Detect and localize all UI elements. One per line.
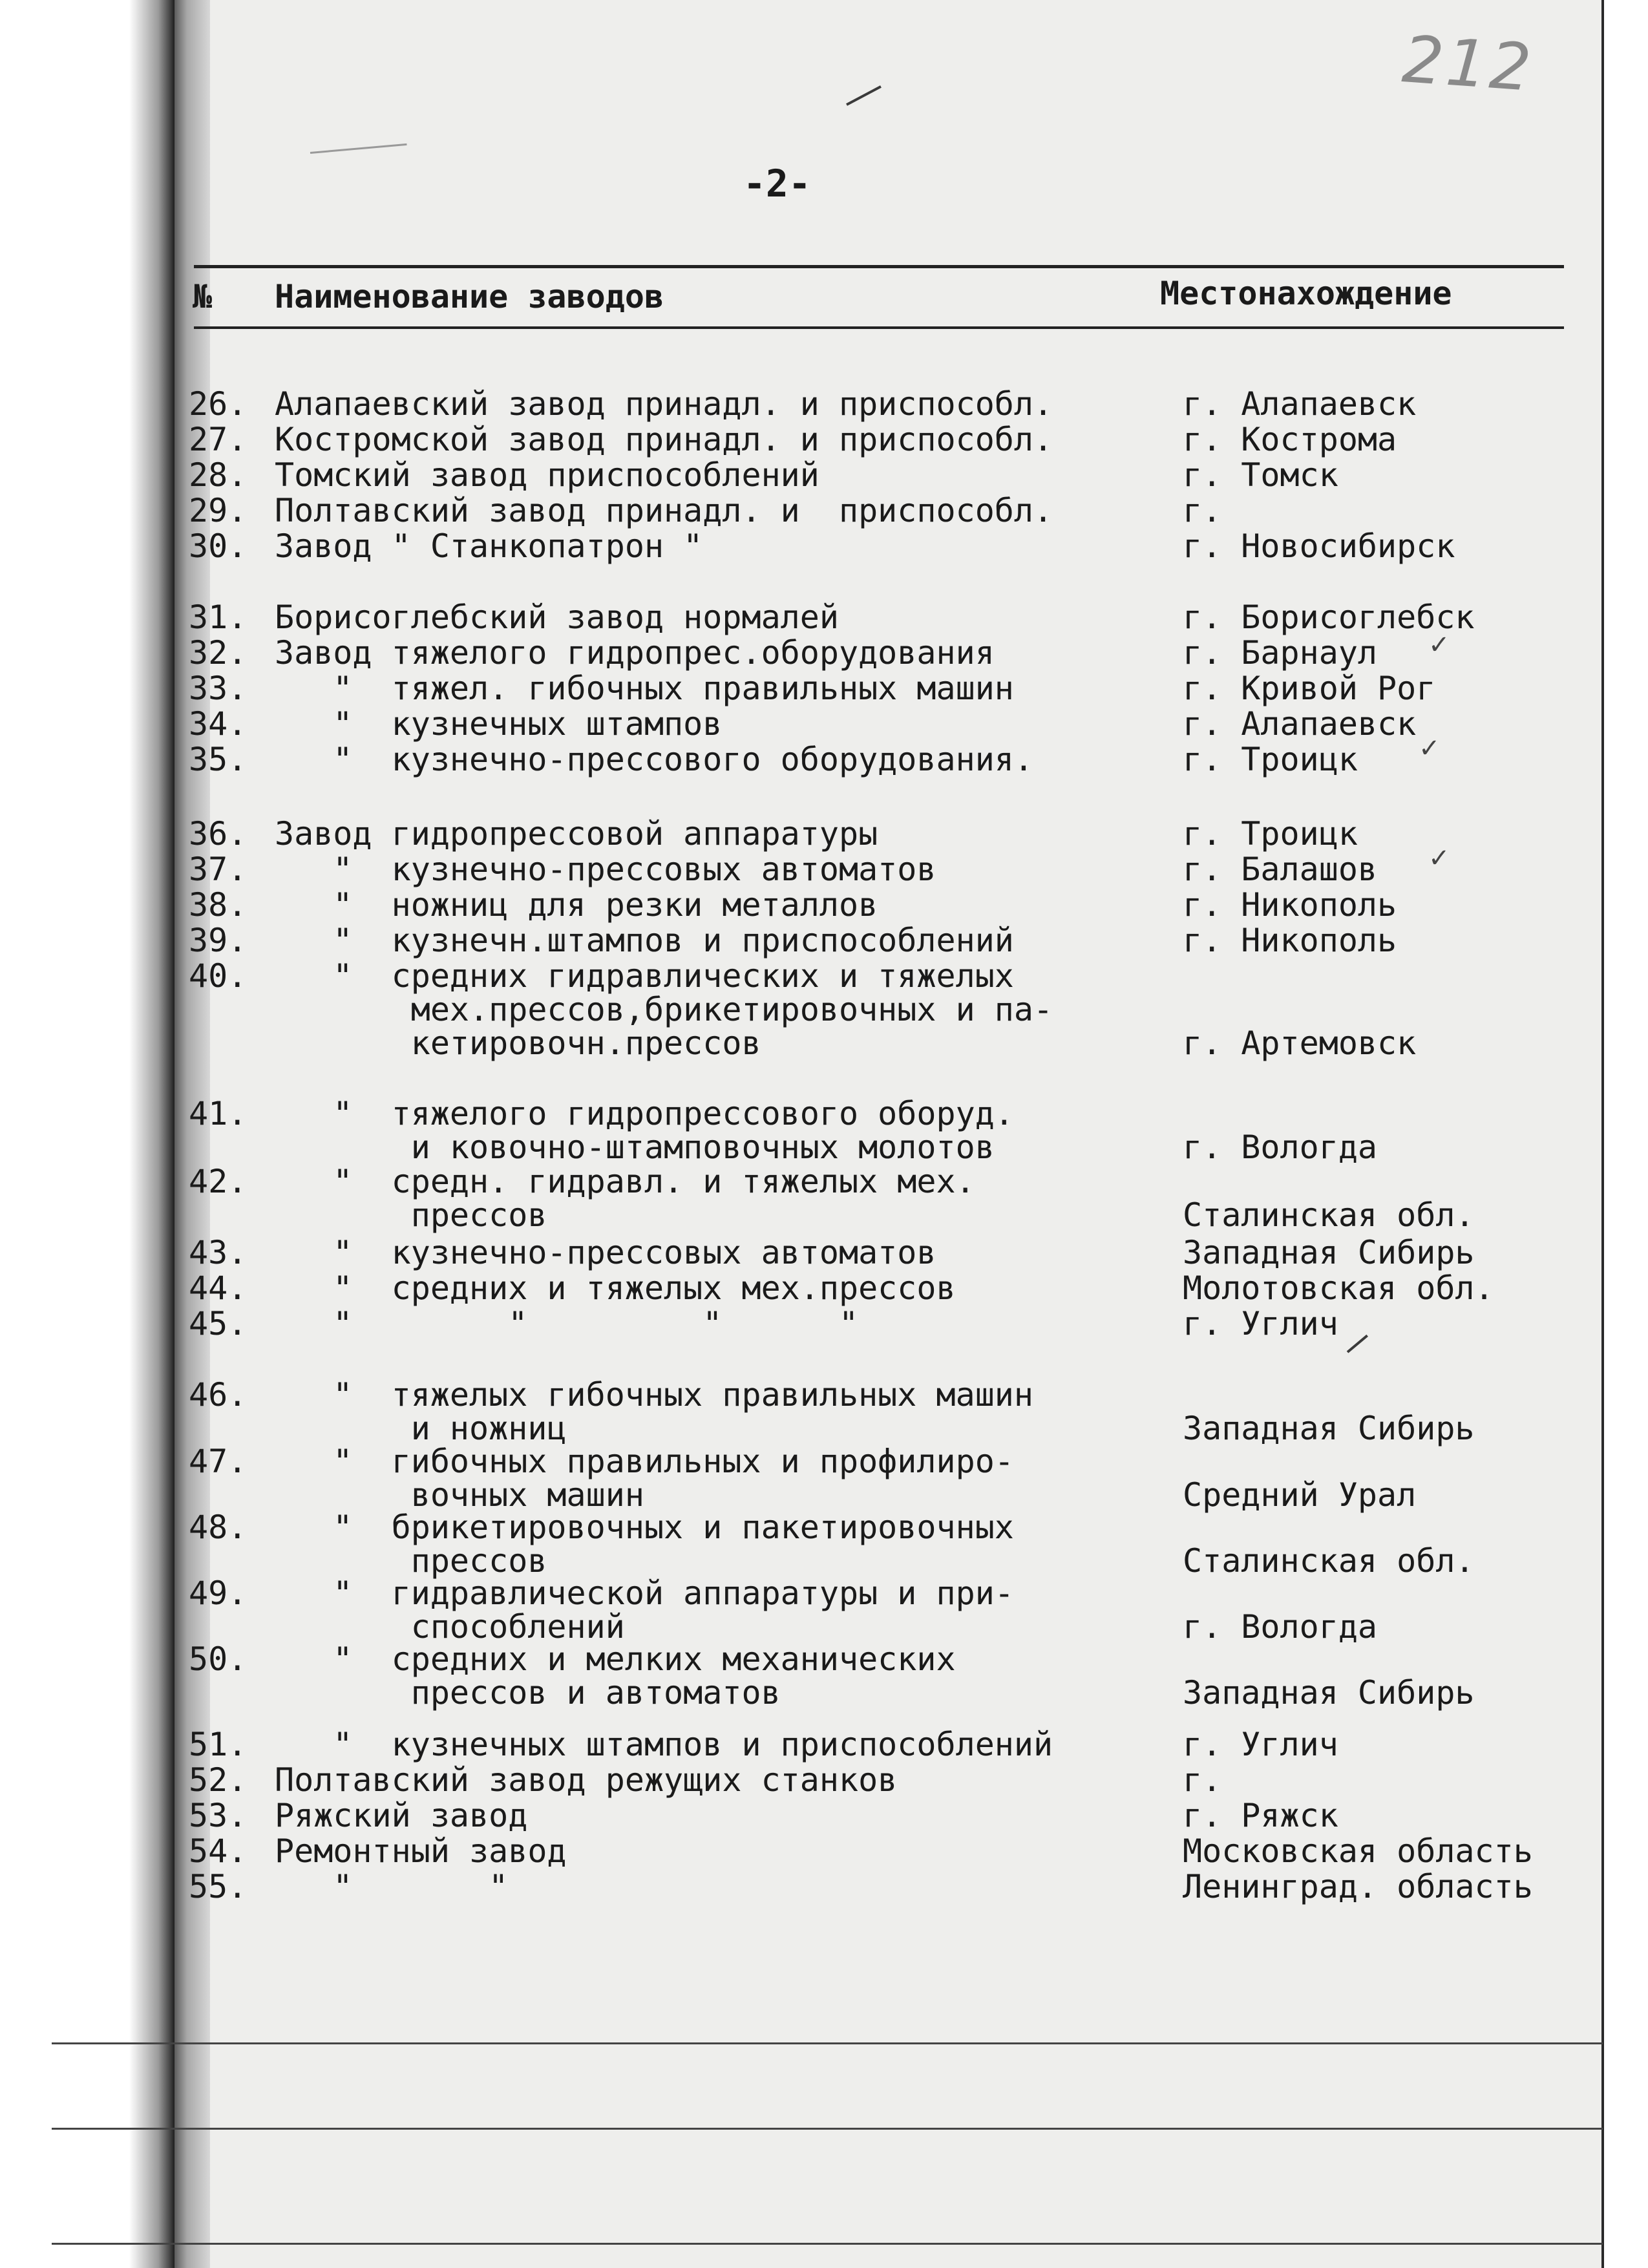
row-number: 48.: [189, 1509, 248, 1546]
row-number: 30.: [189, 527, 248, 565]
factory-name: " тяжел. гибочных правильных машин: [275, 670, 1014, 707]
row-number: 37.: [189, 851, 248, 888]
factory-location: г. Кривой Рог: [1183, 670, 1436, 707]
row-number: 35.: [189, 741, 248, 778]
factory-name: " средних и тяжелых мех.прессов: [275, 1269, 956, 1307]
header-name-column: Наименование заводов: [275, 278, 664, 315]
factory-location: Западная Сибирь: [1183, 1674, 1475, 1712]
row-number: 51.: [189, 1726, 248, 1763]
factory-location: г. Троицк: [1183, 815, 1358, 853]
row-number: 38.: [189, 886, 248, 924]
row-number: 50.: [189, 1640, 248, 1678]
row-number: 29.: [189, 492, 248, 529]
ink-mark: [310, 143, 407, 154]
factory-location: г. Алапаевск: [1183, 385, 1417, 423]
factory-name: " кузнечно-прессового оборудования.: [275, 741, 1033, 778]
factory-name: " кузнечных штампов: [275, 705, 723, 743]
ink-mark: [1347, 1335, 1368, 1353]
factory-name: и ковочно-штамповочных молотов: [275, 1129, 995, 1166]
factory-name: " средн. гидравл. и тяжелых мех.: [275, 1163, 975, 1200]
factory-location: г.: [1183, 1761, 1222, 1799]
check-mark: ✓: [1428, 843, 1450, 873]
check-mark: ✓: [1419, 734, 1441, 763]
header-bottom-rule: [194, 326, 1564, 329]
check-mark: ✓: [1428, 630, 1450, 660]
row-number: 40.: [189, 957, 248, 995]
ink-mark: [846, 85, 882, 106]
factory-location: г. Алапаевск: [1183, 705, 1417, 743]
factory-location: Сталинская обл.: [1183, 1542, 1475, 1580]
row-number: 54.: [189, 1832, 248, 1870]
factory-location: Западная Сибирь: [1183, 1410, 1475, 1447]
row-number: 26.: [189, 385, 248, 423]
row-number: 43.: [189, 1234, 248, 1271]
row-number: 34.: [189, 705, 248, 743]
row-number: 32.: [189, 634, 248, 672]
footer-rule: [52, 2042, 1603, 2044]
factory-name: " тяжелого гидропрессового оборуд.: [275, 1095, 1014, 1132]
factory-location: г. Ряжск: [1183, 1797, 1338, 1834]
factory-location: г. Борисоглебск: [1183, 599, 1475, 636]
factory-location: г. Барнаул: [1183, 634, 1378, 672]
factory-name: Завод тяжелого гидропрес.оборудования: [275, 634, 995, 672]
factory-location: г. Никополь: [1183, 886, 1397, 924]
factory-location: Московская область: [1183, 1832, 1533, 1870]
header-location-column: Местонахождение: [1160, 275, 1452, 312]
factory-name: кетировочн.прессов: [275, 1024, 761, 1062]
factory-name: " гибочных правильных и профилиро-: [275, 1443, 1014, 1480]
factory-location: г. Артемовск: [1183, 1024, 1417, 1062]
row-number: 44.: [189, 1269, 248, 1307]
page-number: -2-: [743, 162, 811, 206]
scan-left-margin: [0, 0, 174, 2268]
factory-location: г. Троицк: [1183, 741, 1358, 778]
row-number: 31.: [189, 599, 248, 636]
row-number: 47.: [189, 1443, 248, 1480]
row-number: 36.: [189, 815, 248, 853]
factory-name: Полтавский завод режущих станков: [275, 1761, 898, 1799]
header-number-column: №: [193, 278, 213, 315]
factory-name: " кузнечно-прессовых автоматов: [275, 1234, 936, 1271]
row-number: 41.: [189, 1095, 248, 1132]
factory-name: " средних гидравлических и тяжелых: [275, 957, 1014, 995]
footer-rule: [52, 2128, 1603, 2130]
row-number: 28.: [189, 456, 248, 494]
factory-name: мех.прессов,брикетировочных и па-: [275, 991, 1053, 1028]
row-number: 49.: [189, 1574, 248, 1612]
factory-location: г. Углич: [1183, 1726, 1338, 1763]
scan-right-margin: [1601, 0, 1648, 2268]
row-number: 52.: [189, 1761, 248, 1799]
factory-name: " брикетировочных и пакетировочных: [275, 1509, 1014, 1546]
row-number: 46.: [189, 1376, 248, 1414]
factory-location: г. Никополь: [1183, 922, 1397, 959]
factory-name: " ножниц для резки металлов: [275, 886, 878, 924]
factory-location: Сталинская обл.: [1183, 1196, 1475, 1234]
factory-name: прессов: [275, 1542, 547, 1580]
row-number: 27.: [189, 421, 248, 458]
factory-name: " гидравлической аппаратуры и при-: [275, 1574, 1014, 1612]
factory-location: г. Балашов: [1183, 851, 1378, 888]
factory-name: Завод " Станкопатрон ": [275, 527, 703, 565]
factory-name: прессов и автоматов: [275, 1674, 781, 1712]
factory-location: Молотовская обл.: [1183, 1269, 1494, 1307]
row-number: 33.: [189, 670, 248, 707]
archive-page-number: 212: [1400, 21, 1536, 106]
factory-location: г. Кострома: [1183, 421, 1397, 458]
row-number: 42.: [189, 1163, 248, 1200]
factory-name: Борисоглебский завод нормалей: [275, 599, 839, 636]
factory-location: г. Вологда: [1183, 1608, 1378, 1646]
factory-location: г. Новосибирск: [1183, 527, 1455, 565]
factory-name: Полтавский завод принадл. и приспособл.: [275, 492, 1053, 529]
row-number: 55.: [189, 1868, 248, 1905]
factory-name: Завод гидропрессовой аппаратуры: [275, 815, 878, 853]
factory-name: " " " ": [275, 1305, 859, 1342]
factory-name: Томский завод приспособлений: [275, 456, 819, 494]
factory-name: Алапаевский завод принадл. и приспособл.: [275, 385, 1053, 423]
factory-name: вочных машин: [275, 1476, 644, 1514]
factory-location: г.: [1183, 492, 1222, 529]
factory-name: Ряжский завод: [275, 1797, 528, 1834]
row-number: 53.: [189, 1797, 248, 1834]
factory-name: и ножниц: [275, 1410, 567, 1447]
factory-name: " средних и мелких механических: [275, 1640, 956, 1678]
factory-location: Средний Урал: [1183, 1476, 1417, 1514]
factory-name: " кузнечно-прессовых автоматов: [275, 851, 936, 888]
factory-name: прессов: [275, 1196, 547, 1234]
factory-name: " тяжелых гибочных правильных машин: [275, 1376, 1033, 1414]
factory-name: Ремонтный завод: [275, 1832, 567, 1870]
footer-rule: [52, 2243, 1603, 2245]
factory-name: " кузнечн.штампов и приспособлений: [275, 922, 1014, 959]
factory-location: г. Вологда: [1183, 1129, 1378, 1166]
factory-location: Западная Сибирь: [1183, 1234, 1475, 1271]
factory-name: " кузнечных штампов и приспособлений: [275, 1726, 1053, 1763]
header-top-rule: [194, 265, 1564, 268]
factory-name: " ": [275, 1868, 509, 1905]
row-number: 39.: [189, 922, 248, 959]
factory-name: Костромской завод принадл. и приспособл.: [275, 421, 1053, 458]
factory-location: г. Углич: [1183, 1305, 1338, 1342]
factory-location: г. Томск: [1183, 456, 1338, 494]
factory-name: способлений: [275, 1608, 625, 1646]
row-number: 45.: [189, 1305, 248, 1342]
factory-location: Ленинград. область: [1183, 1868, 1533, 1905]
scan-binding-shadow: [174, 0, 213, 2268]
